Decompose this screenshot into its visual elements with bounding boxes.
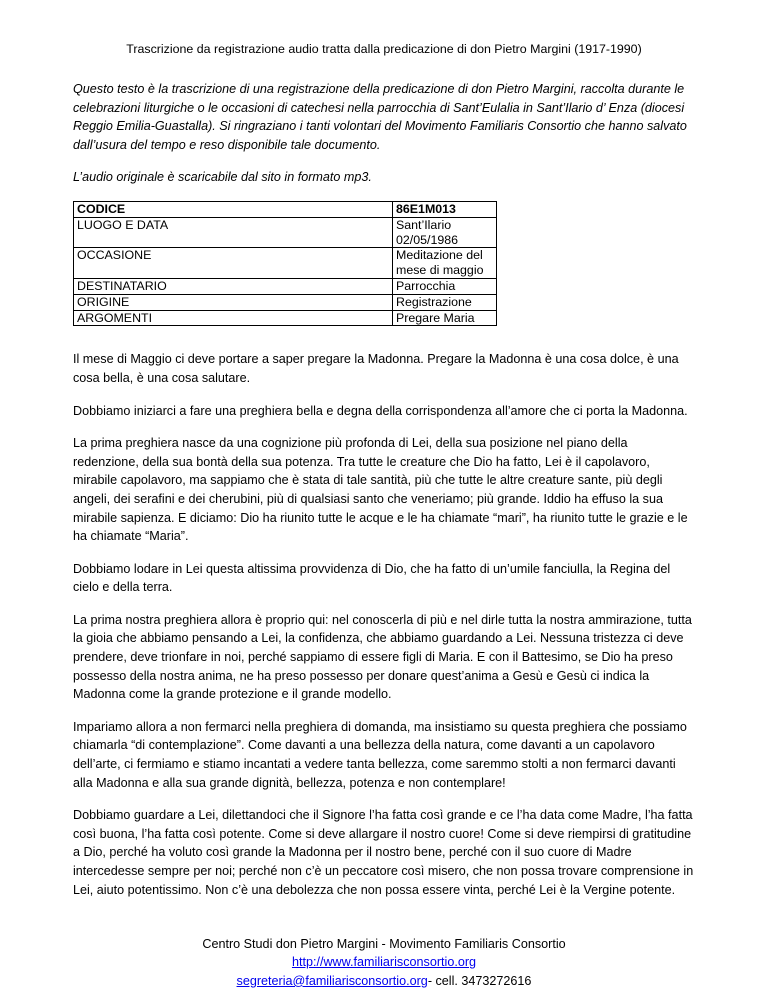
metadata-row-recipient bbox=[74, 278, 497, 294]
document-content bbox=[73, 80, 695, 913]
metadata-row-occasion bbox=[74, 248, 497, 279]
metadata-row-topics bbox=[74, 310, 497, 326]
footer-organization: Centro Studi don Pietro Margini - Movimento Familiaris Consortio bbox=[202, 937, 566, 951]
body-paragraph: La prima preghiera nasce da una cognizione più profonda di Lei, della sua posizione nel piano della redenzione, della sua bontà della sua potenza. Tra tutte le creature che Dio ha fatto, Lei è il capolavoro, mirabile capolavoro, ma sappiamo che è stata di tale santità, più che tutte le altre creature sante, più degli angeli, dei serafini e dei cherubini, più di qualsiasi santo che veneriamo; più grande. Iddio ha effuso la sua mirabile sapienza. E diciamo: Dio ha riunito tutte le acque e le ha chiamate “mari”, ha riunito tutte le grazie e le ha chiamate “Maria”. bbox=[73, 436, 688, 544]
metadata-key: LUOGO E DATA bbox=[74, 217, 393, 248]
metadata-value: Sant’Ilario 02/05/1986 bbox=[393, 217, 497, 248]
metadata-key: CODICE bbox=[74, 201, 393, 217]
metadata-row-origin bbox=[74, 294, 497, 310]
website-link[interactable]: http://www.familiarisconsortio.org bbox=[291, 955, 477, 970]
audio-note: L’audio originale è scaricabile dal sito in formato mp3. bbox=[73, 170, 372, 185]
metadata-key: ARGOMENTI bbox=[74, 310, 393, 326]
page-footer bbox=[0, 935, 768, 990]
metadata-row-code bbox=[74, 201, 497, 217]
body-paragraph: Dobbiamo lodare in Lei questa altissima provvidenza di Dio, che ha fatto di un’umile fanciulla, la Regina del cielo e della terra. bbox=[73, 561, 671, 595]
metadata-value: Meditazione del mese di maggio bbox=[393, 248, 497, 279]
metadata-value: Pregare Maria bbox=[393, 310, 497, 326]
intro-paragraph: Questo testo è la trascrizione di una registrazione della predicazione di don Pietro Margini, raccolta durante le celebrazioni liturgiche o le occasioni di catechesi nella parrocchia di Sant’Eulalia in Sant’Ilario d’ Enza (diocesi Reggio Emilia-Guastalla). Si ringraziano i tanti volontari del Movimento Familiaris Consortio che hanno salvato dall’usura del tempo e reso disponibile tale documento. bbox=[73, 82, 687, 152]
running-header: Trascrizione da registrazione audio tratta dalla predicazione di don Pietro Margini (1917-1990) bbox=[126, 42, 642, 56]
metadata-row-place-date bbox=[74, 217, 497, 248]
metadata-table bbox=[73, 201, 497, 326]
body-paragraph: Dobbiamo iniziarci a fare una preghiera bella e degna della corrispondenza all’amore che ci porta la Madonna. bbox=[73, 403, 688, 418]
metadata-key: DESTINATARIO bbox=[74, 278, 393, 294]
body-paragraph: Dobbiamo guardare a Lei, dilettandoci che il Signore l’ha fatta così grande e ce l’ha data come Madre, l’ha fatta così buona, l’ha fatta così potente. Come si deve allargare il nostro cuore! Come si deve riempirsi di gratitudine a Dio, perché ha voluto così grande la Madonna per il nostro bene, perché con il suo cuore di Madre intercedesse sempre per noi; perché non c’è un peccatore così misero, che non possa trovare comprensione in Lei, aiuto potentissimo. Non c’è una debolezza che non possa essere vinta, perché Lei è la Vergine potente. bbox=[73, 808, 694, 897]
metadata-key: OCCASIONE bbox=[74, 248, 393, 279]
body-paragraph: La prima nostra preghiera allora è proprio qui: nel conoscerla di più e nel dirle tutta la nostra ammirazione, tutta la gioia che abbiamo pensando a Lei, la confidenza, che abbiamo guardando a Lei. Nessuna tristezza ci deve prendere, deve trionfare in noi, perché sappiamo di essere figli di Maria. E con il Battesimo, se Dio ha preso possesso della nostra anima, ne ha preso possesso per donare quest’anima a Gesù e Gesù ci indica la Madonna come la grande protezione e il grande modello. bbox=[73, 612, 692, 702]
metadata-value: Registrazione bbox=[393, 294, 497, 310]
metadata-key: ORIGINE bbox=[74, 294, 393, 310]
footer-phone: - cell. 3473272616 bbox=[427, 973, 532, 988]
metadata-value: Parrocchia bbox=[393, 278, 497, 294]
email-link[interactable]: segreteria@familiarisconsortio.org bbox=[236, 973, 428, 988]
metadata-value: 86E1M013 bbox=[393, 201, 497, 217]
body-paragraph: Il mese di Maggio ci deve portare a saper pregare la Madonna. Pregare la Madonna è una cosa dolce, è una cosa bella, è una cosa salutare. bbox=[73, 352, 679, 385]
body-paragraph: Impariamo allora a non fermarci nella preghiera di domanda, ma insistiamo su questa preghiera che possiamo chiamarla “di contemplazione”. Come davanti a una bellezza della natura, come davanti a un capolavoro dell’arte, ci fermiamo e stiamo incantati a vedere tanta bellezza, come saremmo stolti a non fermarci davanti alla Madonna e alla sua grande dignità, bellezza, potenza e non contemplare! bbox=[73, 719, 687, 790]
